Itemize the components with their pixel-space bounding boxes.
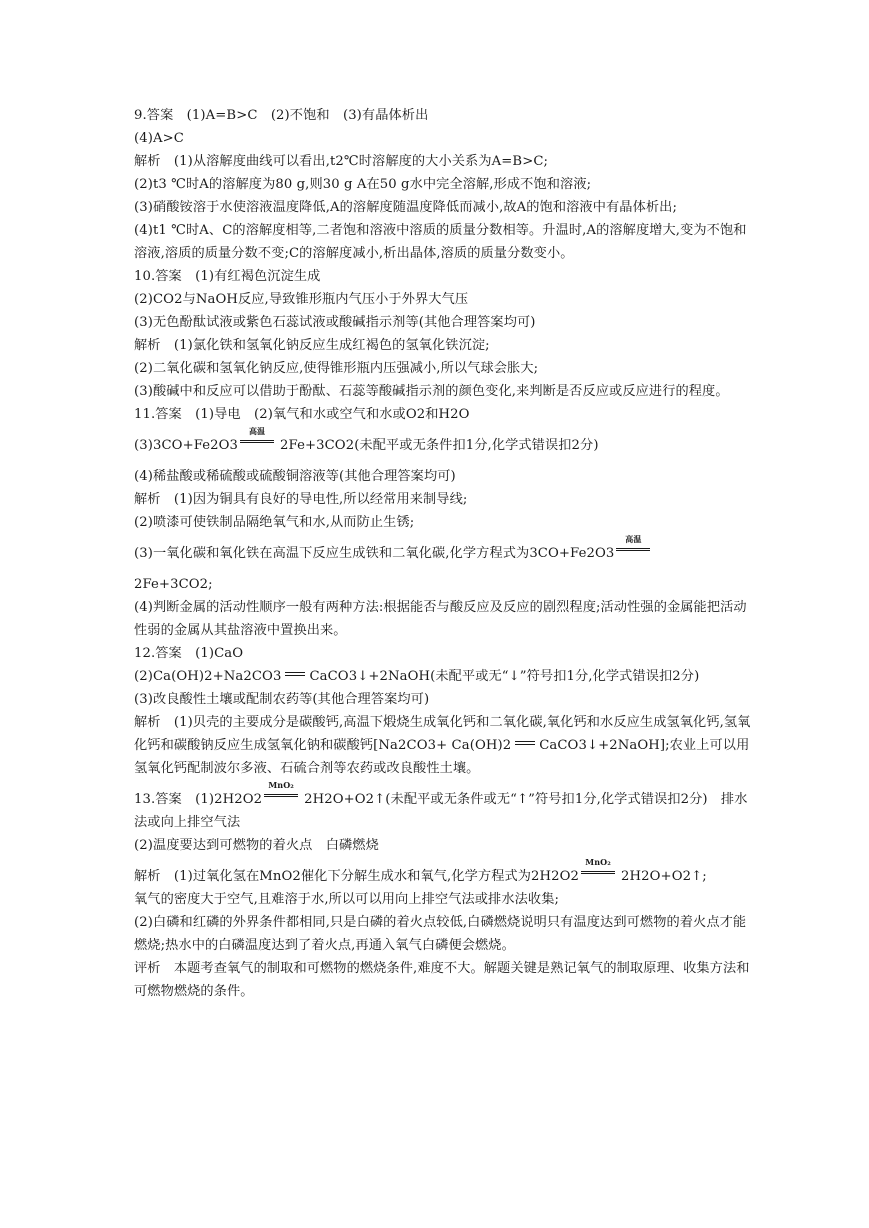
condition-high-temp: 高温 (240, 436, 274, 446)
equals-sign (515, 741, 535, 745)
q10-analysis-3: (3)酸碱中和反应可以借助于酚酞、石蕊等酸碱指示剂的颜色变化,来判断是否反应或反应进行的程度。 (134, 384, 729, 399)
q13-answer: 13.答案 (1)2H2O2 MnO₂ 2H2O+O2↑(未配平或无条件或无“↑”符号扣1分,化学式错误扣2分) 排水法或向上排空气法 (134, 780, 748, 830)
answer-document (134, 104, 754, 1003)
q11-analysis-2: (2)喷漆可使铁制品隔绝氧气和水,从而防止生锈; (134, 515, 415, 530)
q13-analysis-1-cont: 氧气的密度大于空气,且难溶于水,所以可以用向上排空气法或排水法收集; (134, 892, 560, 907)
q10-analysis-1: 解析 (1)氯化铁和氢氧化钠反应生成红褐色的氢氧化铁沉淀; (134, 338, 490, 353)
equals-sign (285, 672, 305, 676)
q13-analysis-2: (2)白磷和红磷的外界条件都相同,只是白磷的着火点较低,白磷燃烧说明只有温度达到可燃物的着火点才能燃烧;热水中的白磷温度达到了着火点,再通入氧气白磷便会燃烧。 (134, 915, 747, 953)
q9-analysis-4: (4)t1 ℃时A、C的溶解度相等,二者饱和溶液中溶质的质量分数相等。升温时,A的溶解度增大,变为不饱和溶液,溶质的质量分数不变;C的溶解度减小,析出晶体,溶质的质量分数变小。 (134, 223, 747, 261)
q11-analysis-3: (3)一氧化碳和氧化铁在高温下反应生成铁和二氧化碳,化学方程式为3CO+Fe2O3 高温 (134, 542, 754, 565)
q9-analysis-1: 解析 (1)从溶解度曲线可以看出,t2℃时溶解度的大小关系为A=B>C; (134, 154, 549, 169)
q10-answer: 10.答案 (1)有红褐色沉淀生成 (134, 269, 321, 284)
q11-equation (134, 426, 754, 457)
q9-analysis-3: (3)硝酸铵溶于水使溶液温度降低,A的溶解度随温度降低而减小,故A的饱和溶液中有晶体析出; (134, 200, 677, 215)
q13-evaluation: 评析 本题考查氧气的制取和可燃物的燃烧条件,难度不大。解题关键是熟记氧气的制取原理、收集方法和可燃物燃烧的条件。 (134, 961, 750, 999)
q12-analysis: 解析 (1)贝壳的主要成分是碳酸钙,高温下煅烧生成氧化钙和二氧化碳,氧化钙和水反应生成氢氧化钙,氢氧化钙和碳酸钠反应生成氢氧化钠和碳酸钙[Na2CO3+ Ca(OH)2 CaCO3↓+2NaOH];农业上可以用氢氧化钙配制波尔多液、石硫合剂等农药或改良酸性土壤。 (134, 715, 751, 776)
q9-answer: 9.答案 (1)A=B>C (2)不饱和 (3)有晶体析出 (134, 108, 429, 123)
q13-answer-2: (2)温度要达到可燃物的着火点 白磷燃烧 (134, 838, 379, 853)
q11-answer-4: (4)稀盐酸或稀硫酸或硫酸铜溶液等(其他合理答案均可) (134, 469, 456, 484)
q10-answer-2: (2)CO2与NaOH反应,导致锥形瓶内气压小于外界大气压 (134, 292, 469, 307)
q12-answer-3: (3)改良酸性土壤或配制农药等(其他合理答案均可) (134, 692, 430, 707)
q10-analysis-2: (2)二氧化碳和氢氧化钠反应,使得锥形瓶内压强减小,所以气球会胀大; (134, 361, 539, 376)
q11-answer: 11.答案 (1)导电 (2)氧气和水或空气和水或O2和H2O (134, 407, 470, 422)
q9-analysis-2: (2)t3 ℃时A的溶解度为80 g,则30 g A在50 g水中完全溶解,形成不饱和溶液; (134, 177, 592, 192)
q11-analysis-4: (4)判断金属的活动性顺序一般有两种方法:根据能否与酸反应及反应的剧烈程度;活动性强的金属能把活动性弱的金属从其盐溶液中置换出来。 (134, 600, 747, 638)
q10-answer-3: (3)无色酚酞试液或紫色石蕊试液或酸碱指示剂等(其他合理答案均可) (134, 315, 536, 330)
q12-answer: 12.答案 (1)CaO (134, 646, 244, 661)
q11-analysis-1: 解析 (1)因为铜具有良好的导电性,所以经常用来制导线; (134, 492, 468, 507)
q12-equation: (2)Ca(OH)2+Na2CO3 CaCO3↓+2NaOH(未配平或无“↓”符号扣1分,化学式错误扣2分) (134, 669, 700, 684)
q11-analysis-3-cont: 2Fe+3CO2; (134, 577, 213, 592)
equation-reactants: (3)3CO+Fe2O3 (134, 438, 239, 453)
equation-products: 2Fe+3CO2(未配平或无条件扣1分,化学式错误扣2分) (280, 438, 599, 453)
q13-analysis-1: 解析 (1)过氧化氢在MnO2催化下分解生成水和氧气,化学方程式为2H2O2 MnO₂ 2H2O+O2↑; (134, 857, 707, 884)
q9-answer-4: (4)A>C (134, 131, 184, 146)
condition-mno2: MnO₂ (264, 790, 298, 800)
condition-high-temp: 高温 (616, 544, 650, 554)
condition-mno2: MnO₂ (581, 867, 615, 877)
